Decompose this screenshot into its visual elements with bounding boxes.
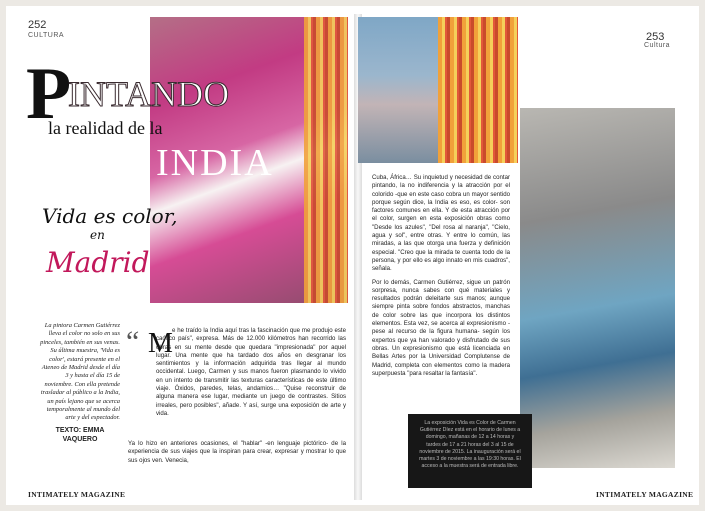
scaffolding-painting-image <box>438 17 518 163</box>
quote-mark-icon: “ <box>126 325 140 358</box>
magazine-name-left: INTIMATELY MAGAZINE <box>28 490 126 499</box>
subtitle-vida-es-color: Vida es color, <box>42 204 178 228</box>
blue-figure-painting-image <box>520 108 675 468</box>
street-painting-image <box>358 17 438 163</box>
author-credit <box>40 426 120 444</box>
magazine-name-right: INTIMATELY MAGAZINE <box>596 490 694 499</box>
body-column-left-lower <box>128 440 346 470</box>
exhibition-info-caption: La exposición Vida es Color de Carmen Gutiérrez Díez está en el horario de lunes a domingo, mañanas de 12 a 14 horas y tardes de 17 a 21 horas del 3 al 15 de noviembre de 2015. La inauguración será el martes 3 de noviembre a las 19:30 horas. El acceso a la muestra será de entrada libre. <box>408 414 532 488</box>
credit-label: TEXTO: EMMA <box>55 427 105 434</box>
section-label-right: Cultura <box>644 42 671 49</box>
title-line-realidad: la realidad de la <box>48 118 163 138</box>
body-paragraph: Ya lo hizo en anteriores ocasiones, el "hablar" -en lenguaje pictórico- de la experiencia de sus viajes que la inspiran para crear, expresar y mostrar lo que sus ojos ven. Venecia, <box>128 440 346 464</box>
page-number-left: 252 <box>28 19 47 31</box>
body-column-left-upper <box>156 327 346 423</box>
title-word-pintando: INTANDO <box>68 74 230 114</box>
lead-paragraph: La pintora Carmen Gutiérrez lleva el color no solo en sus pinceles, también en sus venas. Su última muestra, 'Vida es color', estará presente en el Ateneo de Madrid desde el día 3 y hasta el día 15 de noviembre. Con ella pretende trasladar al público a la India, un país lejano que se acerca temporalmente al mundo del arte y del espectador. <box>40 322 120 422</box>
body-paragraph: Por lo demás, Carmen Gutiérrez, sigue un patrón sorpresa, nunca sabes con qué materiales y resultados podrán deleitarte sus manos; aunque siempre pinta sobre fondos abstractos, manchas de color sobre las que incorpora los distintos elementos. Esta vez, se acerca al expresionismo -pese al recurso de la figura humana- según los expertos que ya han valorado y disfrutado de sus obras. Un expresionismo que está licenciada en Bellas Artes por la Universidad Complutense de Madrid, completa con elementos como la madera superpuesta "para resaltar la fantasía". <box>372 278 510 377</box>
subtitle-madrid: Madrid <box>46 246 150 279</box>
body-paragraph: e he traído la India aquí tras la fascinación que me produjo este caótico país", expresa. Más de 12.000 kilómetros han recorrido las obras en su mente desde que quedara "impresionada" por aquel lugar. Una mente que ha tardado dos años en desgranar los sentimientos y la información adquirida tras llegar al mundo occidental. Luego, Carmen y sus manos fueron plasmando lo vivido en un intento de transmitir las texturas características de este último viaje. Óxidos, paredes, telas, andamios… "Quise reconstruir de alguna manera ese lugar, mediante un juego de contrastes. Sitios irreales, pero posibles", añade. Y así, surge una exposición de arte y vida. <box>156 327 346 417</box>
colored-bars-detail <box>304 17 348 303</box>
title-initial-letter: P <box>26 53 72 135</box>
subtitle-en: en <box>90 228 105 242</box>
section-label-left: CULTURA <box>28 32 65 39</box>
credit-name: VAQUERO <box>62 436 98 443</box>
body-paragraph: Cuba, África… Su inquietud y necesidad de contar pintando, la no indiferencia y la atracción por el colorido -que en este caso cobra un mayor sentido porque según dice, la India es eso, es color- son factores comunes en ella. Y de esta atracción por el color, surgen en esta exposición obras como "Desde los azules", "Del rosa al naranja", "Cielo, agua y sol", entre otras. Y entre lo común, las miradas, a las que otorga una fuerza y definición especial. "Creo que la mirada te cuenta todo de la persona, y por ello es algo innato en mis cuadros", señala. <box>372 174 510 273</box>
magazine-spread <box>8 14 696 500</box>
drop-cap: M <box>148 328 173 359</box>
body-column-right <box>372 174 510 383</box>
page-number-right: 253 <box>646 31 665 43</box>
title-word-india: INDIA <box>156 142 274 184</box>
